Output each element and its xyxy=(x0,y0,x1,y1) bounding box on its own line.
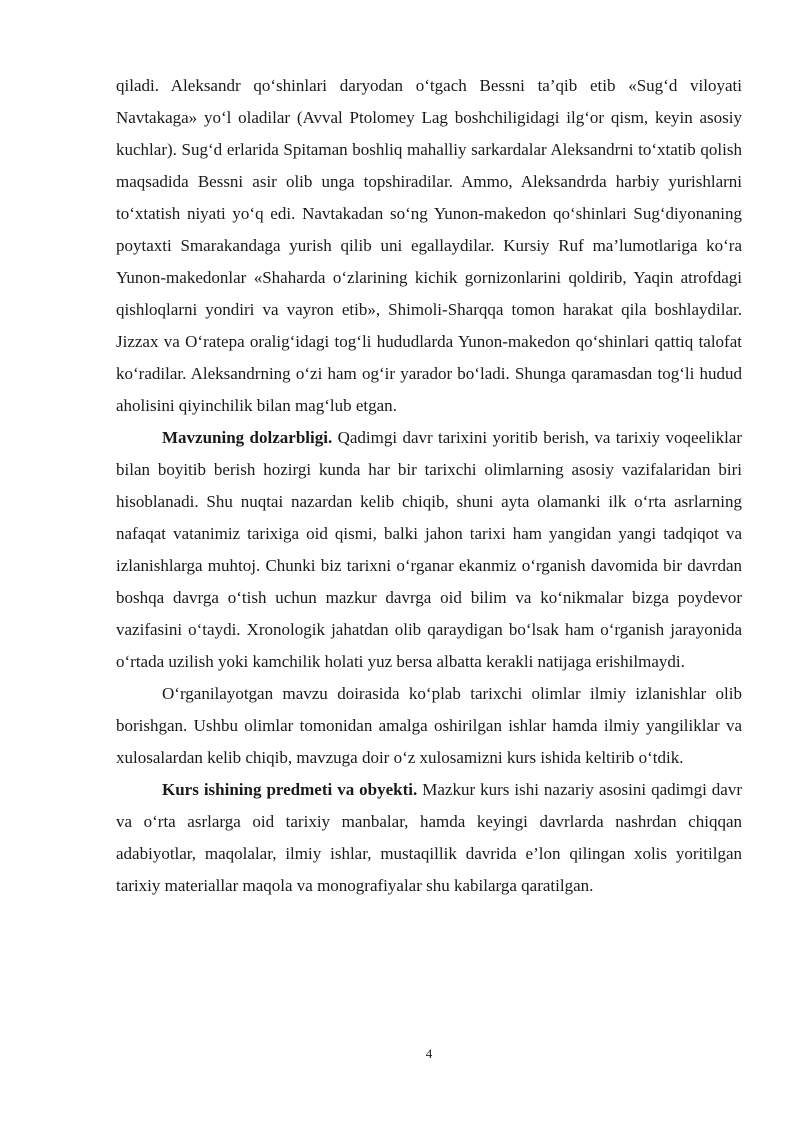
paragraph-3 xyxy=(116,678,742,774)
paragraph-4 xyxy=(116,774,742,902)
paragraph-4-heading: Kurs ishining predmeti va obyekti. xyxy=(162,780,418,799)
paragraph-2-text: Qadimgi davr tarixini yoritib berish, va tarixiy voqeeliklar bilan boyitib berish hozirgi kunda har bir tarixchi olimlarning asosiy vazifalaridan biri hisoblanadi. Shu nuqtai nazardan kelib chiqib, shuni ayta olamanki ilk o‘rta asrlarning nafaqat vatanimiz tarixiga oid qismi, balki jahon tarixi ham yangidan yangi tadqiqot va izlanishlarga muhtoj. Chunki biz tarixni o‘rganar ekanmiz o‘rganish davomida bir davrdan boshqa davrga o‘tish uchun mazkur davrga oid bilim va ko‘nikmalar bizga poydevor vazifasini o‘taydi. Xronologik jahatdan olib qaraydigan bo‘lsak ham o‘rganish jarayonida o‘rtada uzilish yoki kamchilik holati yuz bersa albatta kerakli natijaga erishilmaydi. xyxy=(116,428,743,671)
paragraph-3-text: O‘rganilayotgan mavzu doirasida ko‘plab tarixchi olimlar ilmiy izlanishlar olib borishgan. Ushbu olimlar tomonidan amalga oshirilgan ishlar hamda ilmiy yangiliklar va xulosalardan kelib chiqib, mavzuga doir o‘z xulosamizni kurs ishida keltirib o‘tdik. xyxy=(116,684,742,767)
paragraph-1-text: qiladi. Aleksandr qo‘shinlari daryodan o‘tgach Bessni ta’qib etib «Sug‘d viloyati Navtakaga» yo‘l oladilar (Avval Ptolomey Lag boshchiligidagi ilg‘or qism, keyin asosiy kuchlar). Sug‘d erlarida Spitaman boshliq mahalliy sarkardalar Aleksandrni to‘xtatib qolish maqsadida Bessni asir olib unga topshiradilar. Ammo, Aleksandrda harbiy yurishlarni to‘xtatish niyati yo‘q edi. Navtakadan so‘ng Yunon-makedon qo‘shinlari Sug‘diyonaning poytaxti Smarakandaga yurish qilib uni egallaydilar. Kursiy Ruf ma’lumotlariga ko‘ra Yunon-makedonlar «Shaharda o‘zlarining kichik gornizonlarini qoldirib, Yaqin atrofdagi qishloqlarni yondiri va vayron etib», Shimoli-Sharqqa tomon harakat qila boshlaydilar. Jizzax va O‘ratepa oralig‘idagi tog‘li hududlarda Yunon-makedon qo‘shinlari qattiq talofat ko‘radilar. Aleksandrning o‘zi ham og‘ir yarador bo‘ladi. Shunga qaramasdan tog‘li hudud aholisini qiyinchilik bilan mag‘lub etgan. xyxy=(116,76,742,415)
paragraph-1 xyxy=(116,70,742,422)
body-text xyxy=(116,70,742,902)
paragraph-2-heading: Mavzuning dolzarbligi. xyxy=(162,428,333,447)
paragraph-2 xyxy=(116,422,742,678)
page-number: 4 xyxy=(425,1046,433,1061)
paragraph-4-text: Mazkur kurs ishi nazariy asosini qadimgi davr va o‘rta asrlarga oid tarixiy manbalar, hamda keyingi davrlarda nashrdan chiqqan adabiyotlar, maqolalar, ilmiy ishlar, mustaqillik davrida e’lon qilingan xolis yoritilgan tarixiy materiallar maqola va monografiyalar shu kabilarga qaratilgan. xyxy=(116,780,742,895)
